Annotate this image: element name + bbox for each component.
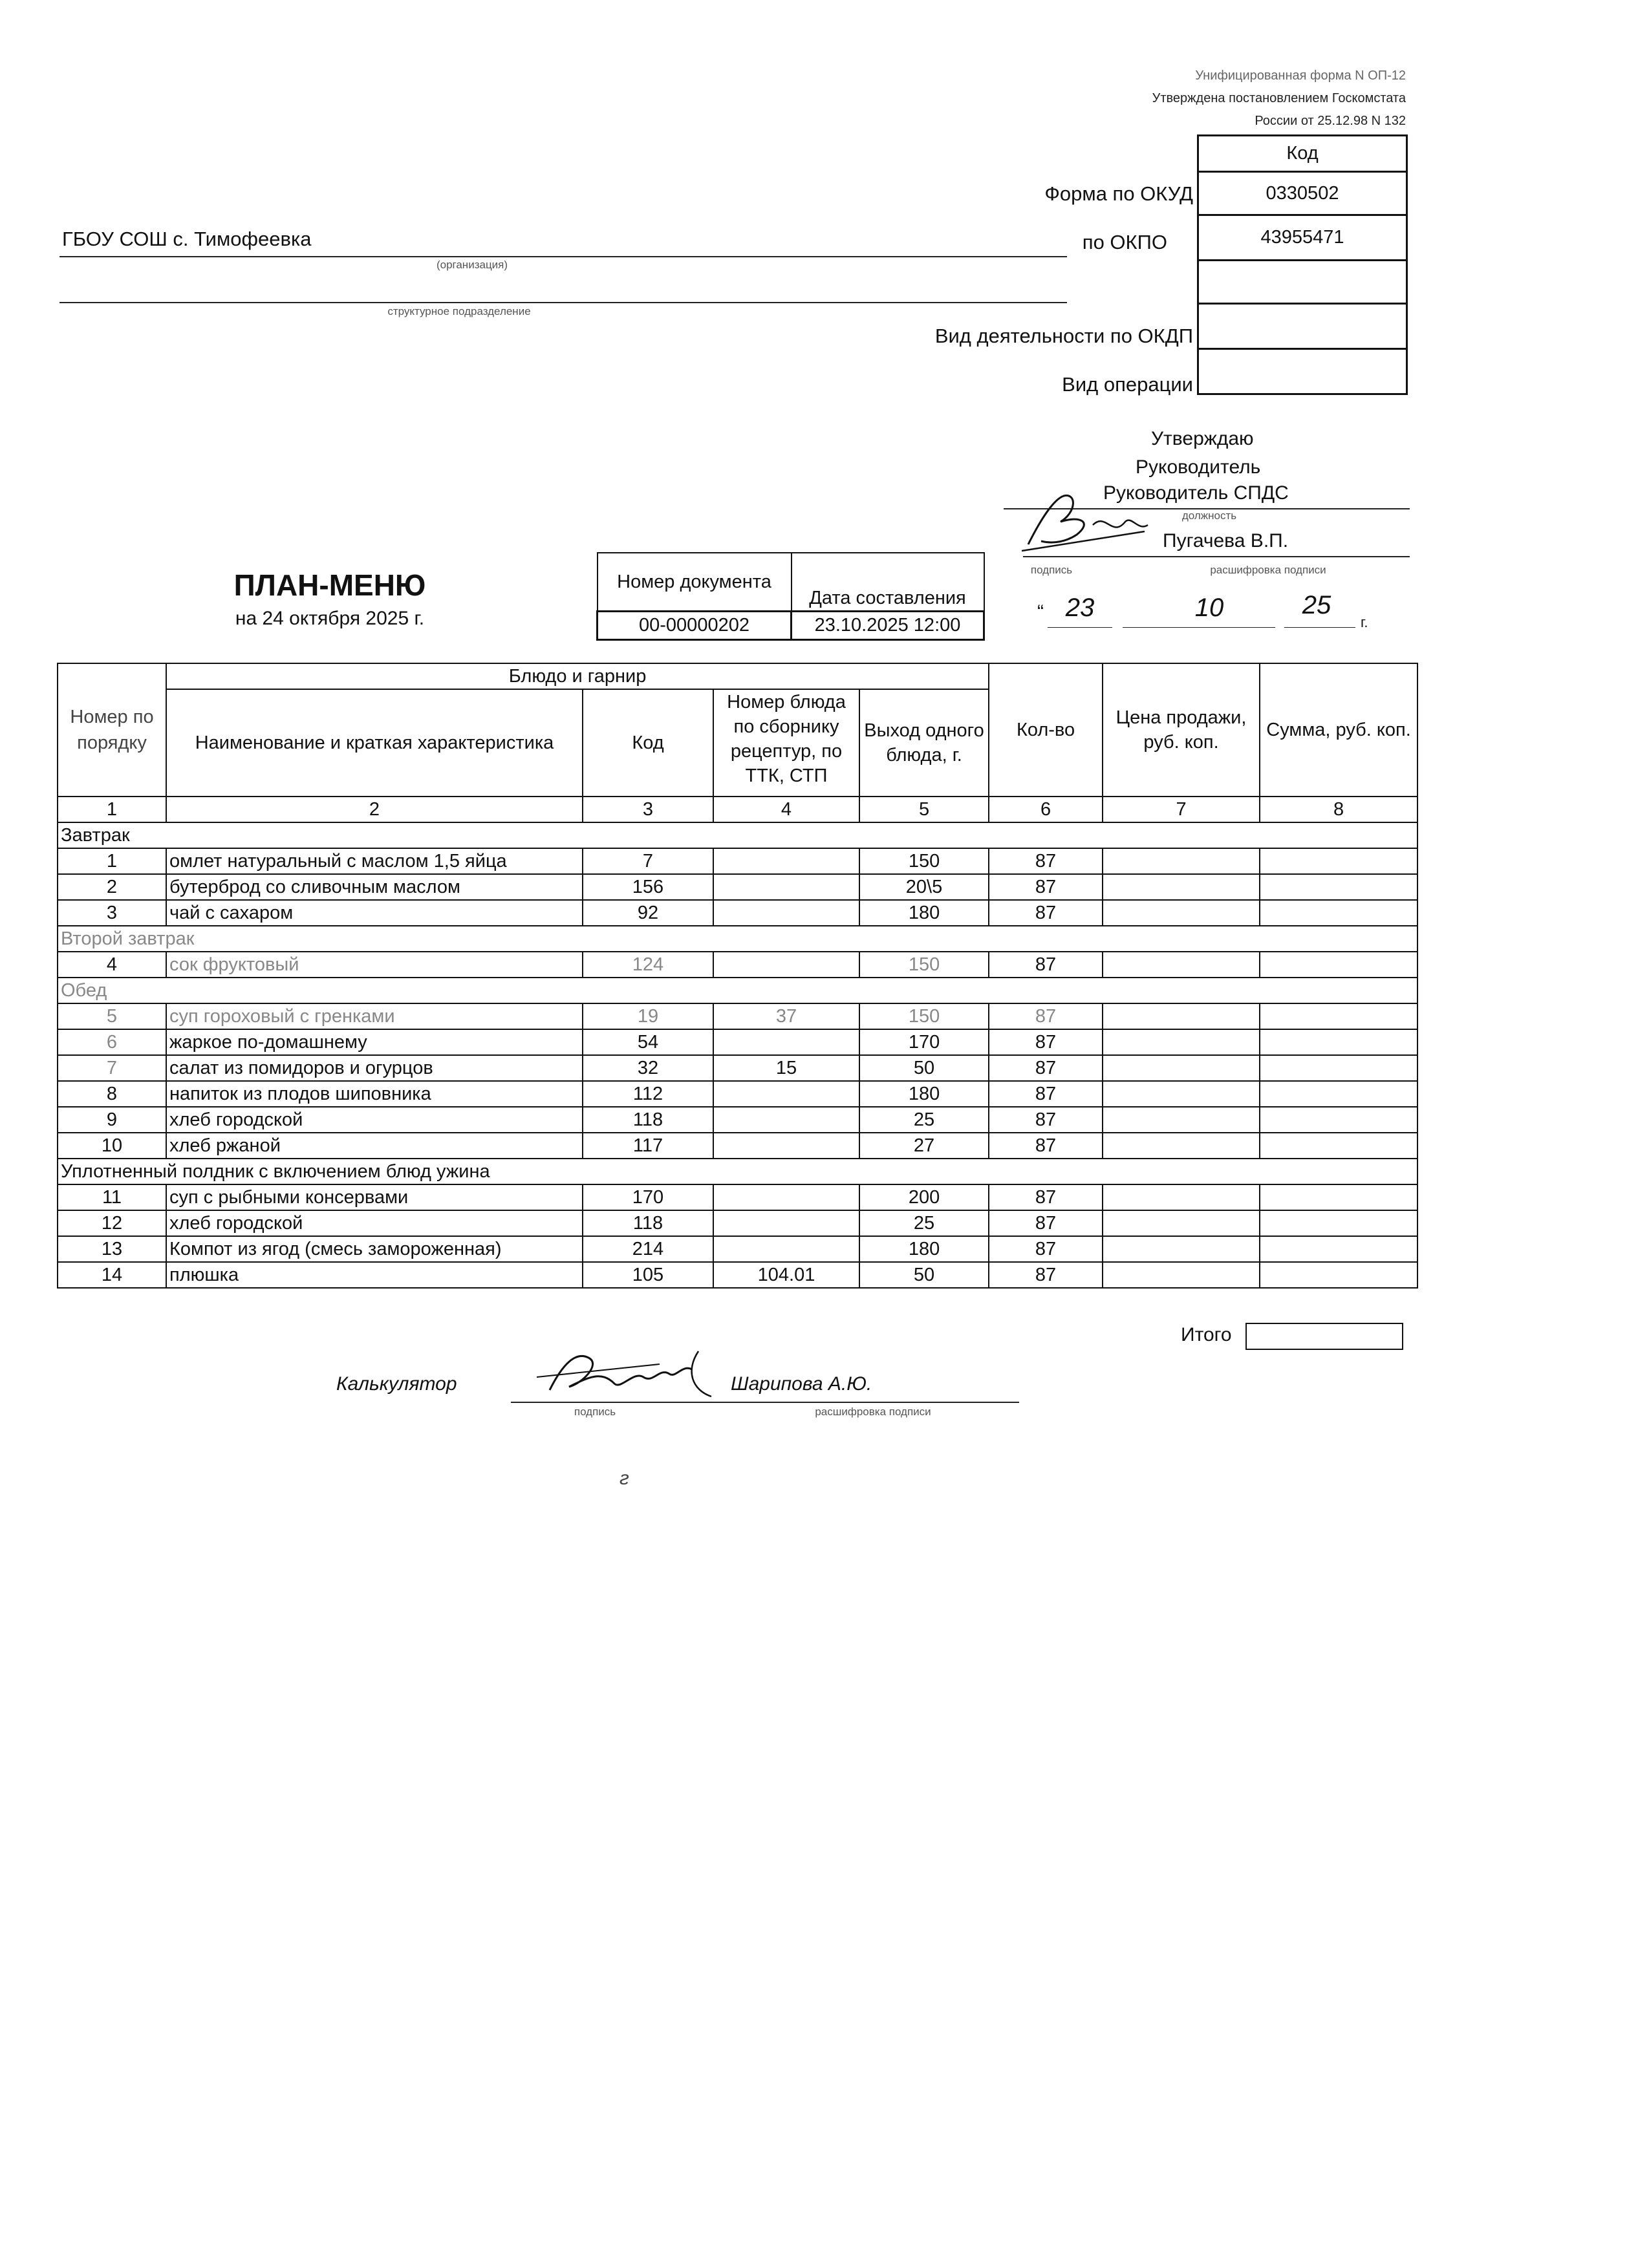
stamp-line-1: Унифицированная форма N ОП-12 — [1195, 69, 1406, 83]
table-row — [58, 1029, 1417, 1055]
organization-name: ГБОУ СОШ с. Тимофеевка — [62, 228, 312, 250]
row-num: 5 — [58, 1003, 166, 1029]
col-number: 8 — [1260, 797, 1417, 822]
row-yield: 150 — [859, 848, 989, 874]
doc-date-value: 23.10.2025 12:00 — [792, 611, 984, 639]
header-recipe: Номер блюда по сборнику рецептур, по ТТК, СТП — [713, 689, 859, 797]
total-value-box — [1245, 1323, 1403, 1350]
table-row — [58, 1081, 1417, 1107]
row-sum — [1260, 1003, 1417, 1029]
row-price — [1103, 1003, 1260, 1029]
menu-table — [57, 663, 1418, 1289]
approve-head: Руководитель — [1136, 456, 1261, 478]
row-recipe — [713, 1029, 859, 1055]
row-price — [1103, 952, 1260, 978]
row-sum — [1260, 952, 1417, 978]
approval-date-year: 25 — [1302, 591, 1331, 619]
row-sum — [1260, 848, 1417, 874]
header-sum: Сумма, руб. коп. — [1260, 663, 1417, 797]
row-name: хлеб городской — [166, 1210, 583, 1236]
row-yield: 170 — [859, 1029, 989, 1055]
code-header-box — [1197, 134, 1408, 171]
row-qty: 87 — [989, 1262, 1103, 1288]
section-title: Обед — [58, 978, 1417, 1003]
header-code: Код — [583, 689, 713, 797]
okdp-box — [1197, 305, 1408, 350]
header-name: Наименование и краткая характеристика — [166, 689, 583, 797]
row-price — [1103, 1210, 1260, 1236]
form-stamp — [1152, 65, 1406, 133]
header-num: Номер по порядку — [58, 663, 166, 797]
division-caption: структурное подразделение — [387, 305, 531, 317]
doc-number-value: 00-00000202 — [598, 611, 792, 639]
header-group: Блюдо и гарнир — [166, 663, 989, 689]
row-num: 2 — [58, 874, 166, 900]
extra-code-box — [1197, 259, 1408, 305]
row-yield: 200 — [859, 1184, 989, 1210]
row-code: 7 — [583, 848, 713, 874]
header-qty: Кол-во — [989, 663, 1103, 797]
row-code: 32 — [583, 1055, 713, 1081]
okud-label: Форма по ОКУД — [1044, 182, 1193, 205]
header-price: Цена продажи, руб. коп. — [1103, 663, 1260, 797]
col-number: 1 — [58, 797, 166, 822]
row-recipe — [713, 848, 859, 874]
row-price — [1103, 1236, 1260, 1262]
table-row — [58, 848, 1417, 874]
row-name: плюшка — [166, 1262, 583, 1288]
table-row — [58, 1210, 1417, 1236]
approve-position: Руководитель СПДС — [1103, 482, 1289, 504]
row-num: 3 — [58, 900, 166, 926]
row-qty: 87 — [989, 1236, 1103, 1262]
row-price — [1103, 1262, 1260, 1288]
table-row — [58, 952, 1417, 978]
table-row — [58, 874, 1417, 900]
organization-line — [59, 256, 1067, 257]
date-year-line — [1284, 627, 1355, 628]
row-name: хлеб ржаной — [166, 1133, 583, 1159]
division-line — [59, 302, 1067, 303]
row-sum — [1260, 1107, 1417, 1133]
section-title: Завтрак — [58, 822, 1417, 848]
row-recipe — [713, 1081, 859, 1107]
row-yield: 150 — [859, 952, 989, 978]
table-row — [58, 900, 1417, 926]
table-row — [58, 1055, 1417, 1081]
total-label: Итого — [1181, 1324, 1232, 1345]
row-num: 13 — [58, 1236, 166, 1262]
table-row — [58, 1236, 1417, 1262]
row-code: 170 — [583, 1184, 713, 1210]
row-yield: 25 — [859, 1107, 989, 1133]
col-number: 7 — [1103, 797, 1260, 822]
row-sum — [1260, 874, 1417, 900]
row-price — [1103, 1055, 1260, 1081]
row-sum — [1260, 1081, 1417, 1107]
col-number: 3 — [583, 797, 713, 822]
row-sum — [1260, 1236, 1417, 1262]
row-yield: 50 — [859, 1055, 989, 1081]
row-recipe — [713, 1107, 859, 1133]
approver-signature-caption: подпись — [1030, 564, 1073, 576]
row-price — [1103, 1107, 1260, 1133]
calculator-signature — [530, 1338, 744, 1409]
row-code: 118 — [583, 1107, 713, 1133]
approval-date-month: 10 — [1194, 594, 1224, 622]
okpo-label: по ОКПО — [1082, 231, 1167, 253]
row-code: 118 — [583, 1210, 713, 1236]
row-price — [1103, 1081, 1260, 1107]
position-caption: должность — [1181, 509, 1237, 522]
approver-decode-caption: расшифровка подписи — [1210, 564, 1326, 576]
year-suffix: г. — [1361, 614, 1368, 630]
organization-caption: (организация) — [436, 259, 508, 271]
col-number: 4 — [713, 797, 859, 822]
row-yield: 27 — [859, 1133, 989, 1159]
row-sum — [1260, 1055, 1417, 1081]
row-recipe — [713, 874, 859, 900]
row-name: чай с сахаром — [166, 900, 583, 926]
table-row — [58, 1107, 1417, 1133]
row-name: суп гороховый с гренками — [166, 1003, 583, 1029]
doc-number-label: Номер документа — [598, 553, 792, 611]
row-qty: 87 — [989, 1210, 1103, 1236]
row-recipe: 37 — [713, 1003, 859, 1029]
row-recipe — [713, 1184, 859, 1210]
row-qty: 87 — [989, 848, 1103, 874]
operation-label: Вид операции — [1062, 373, 1193, 396]
row-recipe — [713, 1133, 859, 1159]
table-row — [58, 1133, 1417, 1159]
okud-value: 0330502 — [1266, 182, 1339, 204]
row-qty: 87 — [989, 900, 1103, 926]
header-yield: Выход одного блюда, г. — [859, 689, 989, 797]
row-code: 19 — [583, 1003, 713, 1029]
row-num: 9 — [58, 1107, 166, 1133]
okpo-box — [1197, 216, 1408, 261]
row-qty: 87 — [989, 874, 1103, 900]
row-sum — [1260, 1184, 1417, 1210]
table-row — [58, 1262, 1417, 1288]
row-name: салат из помидоров и огурцов — [166, 1055, 583, 1081]
row-code: 112 — [583, 1081, 713, 1107]
row-num: 6 — [58, 1029, 166, 1055]
row-code: 92 — [583, 900, 713, 926]
row-price — [1103, 900, 1260, 926]
row-num: 12 — [58, 1210, 166, 1236]
row-qty: 87 — [989, 1081, 1103, 1107]
okud-box — [1197, 171, 1408, 216]
row-recipe — [713, 900, 859, 926]
stamp-line-2: Утверждена постановлением Госкомстата — [1152, 91, 1406, 105]
date-day-line — [1048, 627, 1112, 628]
row-name: суп с рыбными консервами — [166, 1184, 583, 1210]
col-number: 6 — [989, 797, 1103, 822]
row-num: 11 — [58, 1184, 166, 1210]
calculator-signature-caption: подпись — [574, 1406, 616, 1418]
row-name: хлеб городской — [166, 1107, 583, 1133]
row-num: 8 — [58, 1081, 166, 1107]
row-qty: 87 — [989, 952, 1103, 978]
row-yield: 150 — [859, 1003, 989, 1029]
row-name: бутерброд со сливочным маслом — [166, 874, 583, 900]
row-code: 54 — [583, 1029, 713, 1055]
row-qty: 87 — [989, 1107, 1103, 1133]
row-name: сок фруктовый — [166, 952, 583, 978]
row-price — [1103, 1029, 1260, 1055]
document-info-table — [596, 552, 985, 641]
row-recipe — [713, 1210, 859, 1236]
row-code: 214 — [583, 1236, 713, 1262]
row-num: 7 — [58, 1055, 166, 1081]
calculator-decode-caption: расшифровка подписи — [815, 1406, 931, 1418]
row-num: 4 — [58, 952, 166, 978]
row-qty: 87 — [989, 1133, 1103, 1159]
code-header: Код — [1286, 143, 1319, 164]
row-recipe — [713, 1236, 859, 1262]
row-qty: 87 — [989, 1184, 1103, 1210]
row-code: 117 — [583, 1133, 713, 1159]
row-num: 14 — [58, 1262, 166, 1288]
row-recipe — [713, 952, 859, 978]
approve-label: Утверждаю — [1151, 428, 1254, 449]
okpo-value: 43955471 — [1260, 227, 1344, 248]
row-yield: 20\5 — [859, 874, 989, 900]
section-title: Второй завтрак — [58, 926, 1417, 952]
row-num: 10 — [58, 1133, 166, 1159]
approval-date-day: 23 — [1065, 594, 1095, 622]
row-sum — [1260, 1210, 1417, 1236]
row-qty: 87 — [989, 1003, 1103, 1029]
row-name: омлет натуральный с маслом 1,5 яйца — [166, 848, 583, 874]
row-yield: 180 — [859, 1236, 989, 1262]
row-yield: 25 — [859, 1210, 989, 1236]
doc-date-label: Дата составления — [792, 553, 984, 611]
stray-mark: г — [620, 1468, 629, 1489]
row-yield: 50 — [859, 1262, 989, 1288]
page-title: ПЛАН-МЕНЮ — [233, 568, 426, 602]
section-title: Уплотненный полдник с включением блюд ужина — [58, 1159, 1417, 1184]
row-price — [1103, 1184, 1260, 1210]
approver-signature — [1015, 486, 1164, 557]
row-qty: 87 — [989, 1055, 1103, 1081]
row-price — [1103, 874, 1260, 900]
row-recipe: 15 — [713, 1055, 859, 1081]
row-recipe: 104.01 — [713, 1262, 859, 1288]
row-name: жаркое по-домашнему — [166, 1029, 583, 1055]
page-subtitle: на 24 октября 2025 г. — [235, 608, 425, 629]
row-yield: 180 — [859, 1081, 989, 1107]
row-price — [1103, 1133, 1260, 1159]
row-sum — [1260, 1029, 1417, 1055]
row-yield: 180 — [859, 900, 989, 926]
date-month-line — [1123, 627, 1275, 628]
row-sum — [1260, 900, 1417, 926]
operation-box — [1197, 350, 1408, 395]
calculator-name: Шарипова А.Ю. — [731, 1373, 872, 1395]
row-code: 105 — [583, 1262, 713, 1288]
row-sum — [1260, 1133, 1417, 1159]
table-row — [58, 1003, 1417, 1029]
col-number: 5 — [859, 797, 989, 822]
okdp-label: Вид деятельности по ОКДП — [934, 325, 1193, 347]
stamp-line-3: России от 25.12.98 N 132 — [1255, 114, 1406, 128]
row-name: Компот из ягод (смесь замороженная) — [166, 1236, 583, 1262]
row-num: 1 — [58, 848, 166, 874]
row-price — [1103, 848, 1260, 874]
date-quote: “ — [1037, 601, 1044, 623]
col-number: 2 — [166, 797, 583, 822]
row-name: напиток из плодов шиповника — [166, 1081, 583, 1107]
row-qty: 87 — [989, 1029, 1103, 1055]
row-code: 156 — [583, 874, 713, 900]
table-row — [58, 1184, 1417, 1210]
row-sum — [1260, 1262, 1417, 1288]
row-code: 124 — [583, 952, 713, 978]
approver-name: Пугачева В.П. — [1163, 530, 1289, 551]
calculator-label: Калькулятор — [336, 1373, 457, 1395]
